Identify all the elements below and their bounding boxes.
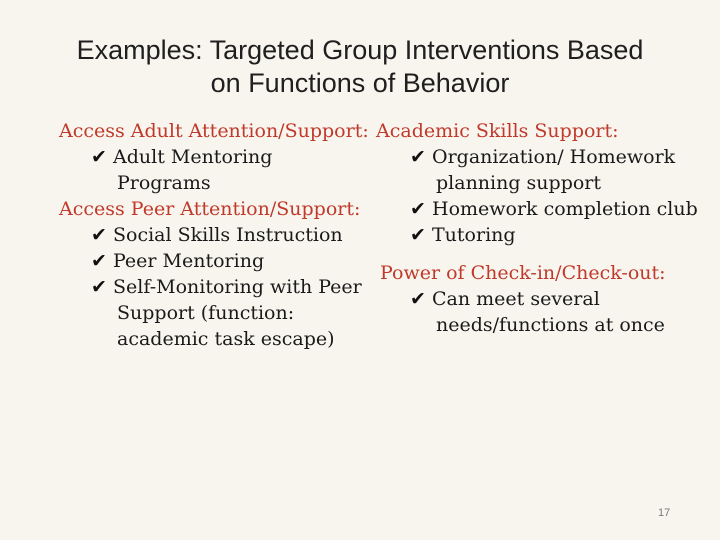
right-column (376, 118, 706, 338)
list-item: ✔ Self-Monitoring with Peer Support (function: academic task escape) (91, 276, 362, 350)
heading-access-adult: Access Adult Attention/Support: (59, 120, 369, 142)
heading-access-peer: Access Peer Attention/Support: (59, 198, 361, 220)
checkmark-icon: ✔ (91, 250, 107, 272)
checkmark-icon: ✔ (91, 224, 107, 246)
checkmark-icon: ✔ (410, 198, 426, 220)
slide-title (20, 34, 700, 100)
title-line-1: Examples: Targeted Group Interventions Based (76, 35, 644, 65)
checkmark-icon: ✔ (410, 288, 426, 310)
checkmark-icon: ✔ (91, 276, 107, 298)
page-number: 17 (658, 507, 671, 519)
list-item: ✔ Social Skills Instruction (91, 224, 343, 246)
left-column (59, 118, 369, 352)
list-item: ✔ Organization/ Homework planning support (410, 146, 676, 194)
list-item: ✔ Tutoring (410, 224, 516, 246)
heading-academic-skills: Academic Skills Support: (376, 120, 619, 142)
checkmark-icon: ✔ (410, 146, 426, 168)
checkmark-icon: ✔ (91, 146, 107, 168)
checkmark-icon: ✔ (410, 224, 426, 246)
title-line-2: on Functions of Behavior (210, 68, 510, 98)
list-item: ✔ Peer Mentoring (91, 250, 265, 272)
list-item: ✔ Can meet several needs/functions at once (410, 288, 665, 336)
list-item: ✔ Adult Mentoring Programs (91, 146, 273, 194)
heading-power-cico: Power of Check-in/Check-out: (380, 262, 666, 284)
list-item: ✔ Homework completion club (410, 198, 698, 220)
